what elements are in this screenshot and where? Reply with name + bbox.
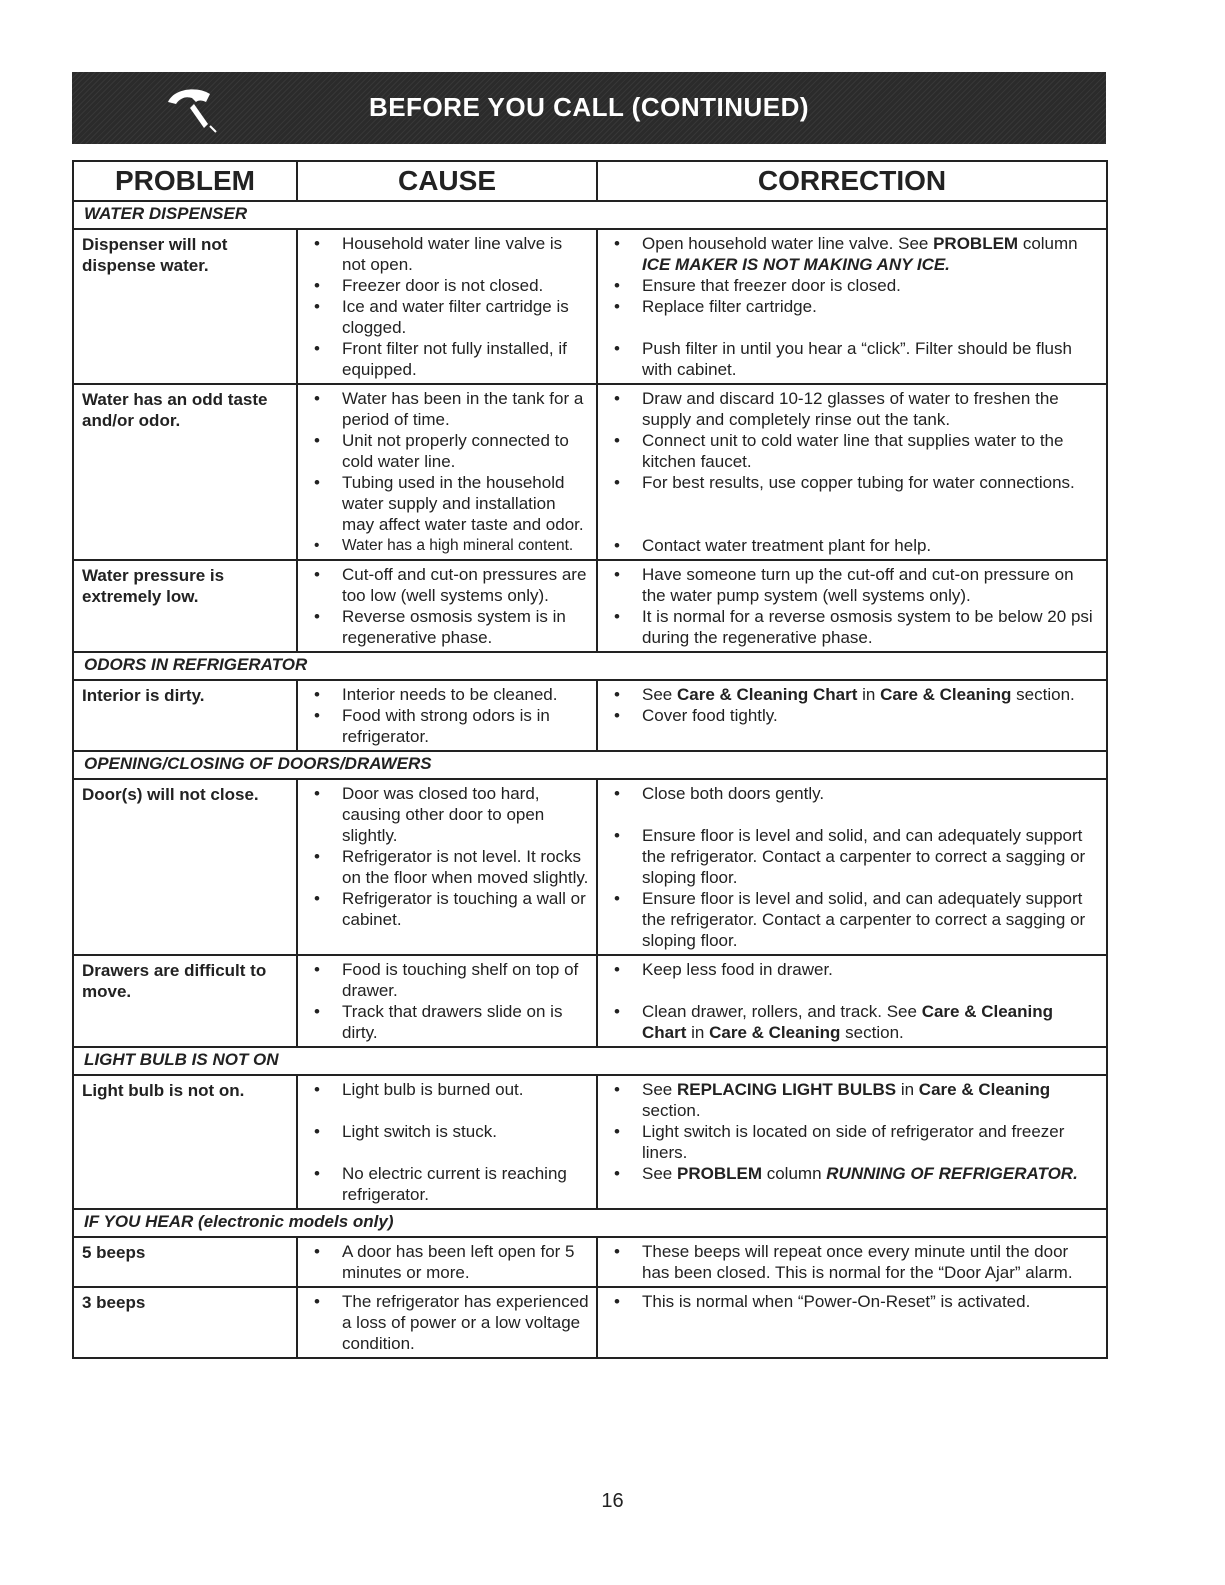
problem-cell: 3 beeps	[73, 1287, 297, 1358]
cause-text: Refrigerator is not level. It rocks on the floor when moved slightly.	[342, 847, 589, 887]
correction-bold: PROBLEM	[933, 234, 1019, 253]
correction-text: column	[766, 1164, 822, 1183]
bullet: •	[314, 431, 320, 450]
cause-text: Food is touching shelf on top of drawer.	[342, 960, 579, 1000]
bullet: •	[314, 339, 320, 358]
cause-cell	[297, 1287, 597, 1358]
cause-item	[306, 1001, 590, 1043]
correction-text: Cover food tightly.	[642, 706, 778, 725]
correction-item	[606, 1163, 1100, 1184]
bullet: •	[614, 1242, 620, 1261]
correction-text: Light switch is located on side of refrigerator and freezer liners.	[642, 1122, 1065, 1162]
cause-text: Door was closed too hard, causing other door to open slightly.	[342, 784, 545, 845]
bullet: •	[314, 1080, 320, 1099]
correction-header: CORRECTION	[597, 161, 1107, 201]
bullet: •	[314, 297, 320, 316]
table-row	[73, 1287, 1107, 1358]
correction-item	[606, 783, 1100, 804]
bullet: •	[614, 431, 620, 450]
bullet: •	[614, 297, 620, 316]
section-doors: OPENING/CLOSING OF DOORS/DRAWERS	[73, 751, 1107, 779]
correction-item	[606, 705, 1100, 726]
cause-text: Reverse osmosis system is in regenerative phase.	[342, 607, 566, 647]
correction-text: Ensure floor is level and solid, and can adequately support the refrigerator. Contact a carpenter to correct a sagging or sloping floor.	[642, 889, 1086, 950]
correction-bold: REPLACING LIGHT BULBS	[676, 1080, 897, 1099]
bullet: •	[314, 1002, 320, 1021]
correction-item	[606, 684, 1100, 705]
correction-text: See	[642, 1164, 673, 1183]
cause-cell	[297, 1237, 597, 1287]
correction-cell	[597, 779, 1107, 955]
correction-item	[606, 825, 1100, 888]
bullet: •	[614, 339, 620, 358]
bullet: •	[614, 1122, 620, 1141]
bullet: •	[614, 1002, 620, 1021]
cause-text: Freezer door is not closed.	[342, 276, 544, 295]
bullet: •	[614, 1164, 620, 1183]
problem-cell: 5 beeps	[73, 1237, 297, 1287]
bullet: •	[314, 276, 320, 295]
cause-cell	[297, 560, 597, 652]
correction-cell	[597, 1075, 1107, 1209]
correction-bold: Care & Cleaning Chart	[676, 685, 858, 704]
bullet: •	[614, 826, 620, 845]
table-row	[73, 384, 1107, 560]
correction-text: See	[642, 1080, 673, 1099]
bullet: •	[314, 784, 320, 803]
cause-item	[306, 1291, 590, 1354]
correction-text: See	[642, 685, 673, 704]
cause-item	[306, 959, 590, 1001]
section-row	[73, 751, 1107, 779]
correction-item	[606, 233, 1100, 275]
cause-item	[306, 606, 590, 648]
cause-text: A door has been left open for 5 minutes or more.	[342, 1242, 575, 1282]
problem-cell: Light bulb is not on.	[73, 1075, 297, 1209]
cause-text: Light switch is stuck.	[342, 1122, 497, 1141]
problem-cell: Door(s) will not close.	[73, 779, 297, 955]
cause-text: The refrigerator has experienced a loss of power or a low voltage condition.	[342, 1292, 589, 1353]
correction-item	[606, 388, 1100, 430]
troubleshooting-table	[72, 160, 1108, 1359]
correction-text: in	[862, 685, 876, 704]
cause-text: No electric current is reaching refrigerator.	[342, 1164, 567, 1204]
cause-item	[306, 888, 590, 930]
correction-text: Ensure floor is level and solid, and can adequately support the refrigerator. Contact a carpenter to correct a sagging or sloping floor.	[642, 826, 1086, 887]
section-odors: ODORS IN REFRIGERATOR	[73, 652, 1107, 680]
cause-item	[306, 535, 590, 556]
correction-text: Open household water line valve. See	[642, 234, 929, 253]
bullet: •	[614, 536, 620, 555]
cause-item	[306, 296, 590, 338]
cause-item	[306, 233, 590, 275]
correction-text: Close both doors gently.	[642, 784, 825, 803]
cause-text: Light bulb is burned out.	[342, 1080, 524, 1099]
bullet: •	[314, 234, 320, 253]
correction-item	[606, 1079, 1100, 1121]
correction-item	[606, 606, 1100, 648]
cause-cell	[297, 680, 597, 751]
bullet: •	[314, 1242, 320, 1261]
correction-cell	[597, 384, 1107, 560]
table-row	[73, 1075, 1107, 1209]
correction-bold: Care & Cleaning	[880, 685, 1012, 704]
section-row	[73, 1209, 1107, 1237]
cause-item	[306, 705, 590, 747]
correction-text: For best results, use copper tubing for water connections.	[642, 473, 1075, 492]
bullet: •	[314, 1164, 320, 1183]
bullet: •	[614, 473, 620, 492]
problem-cell: Drawers are difficult to move.	[73, 955, 297, 1047]
correction-cell	[597, 1287, 1107, 1358]
correction-cell	[597, 560, 1107, 652]
cause-item	[306, 846, 590, 888]
correction-item	[606, 959, 1100, 980]
correction-text: section.	[1016, 685, 1075, 704]
correction-item	[606, 535, 1100, 556]
banner-title: BEFORE YOU CALL (CONTINUED)	[368, 92, 810, 122]
bullet: •	[614, 685, 620, 704]
correction-cell	[597, 680, 1107, 751]
correction-text: These beeps will repeat once every minute until the door has been closed. This is normal for the “Door Ajar” alarm.	[642, 1242, 1073, 1282]
page-banner	[72, 72, 1106, 144]
problem-header: PROBLEM	[73, 161, 297, 201]
bullet: •	[314, 889, 320, 908]
cause-text: Tubing used in the household water supply and installation may affect water taste and odor.	[342, 473, 584, 534]
bullet: •	[614, 607, 620, 626]
correction-text: section.	[845, 1023, 904, 1042]
correction-item	[606, 275, 1100, 296]
cause-text: Ice and water filter cartridge is clogged.	[342, 297, 569, 337]
bullet: •	[614, 889, 620, 908]
bullet: •	[314, 685, 320, 704]
correction-item	[606, 338, 1100, 380]
bullet: •	[314, 565, 320, 584]
correction-reference: ICE MAKER IS NOT MAKING ANY ICE.	[642, 255, 950, 274]
cause-text: Front filter not fully installed, if equipped.	[342, 339, 567, 379]
correction-text: Ensure that freezer door is closed.	[642, 276, 901, 295]
correction-text: Clean drawer, rollers, and track. See	[642, 1002, 917, 1021]
cause-item	[306, 564, 590, 606]
correction-item	[606, 296, 1100, 317]
table-row	[73, 1237, 1107, 1287]
problem-cell: Water has an odd taste and/or odor.	[73, 384, 297, 560]
correction-bold: Care & Cleaning Chart	[642, 1002, 1054, 1042]
bullet: •	[314, 537, 320, 554]
section-row	[73, 652, 1107, 680]
correction-text: Replace filter cartridge.	[642, 297, 817, 316]
section-row	[73, 201, 1107, 229]
section-hear: IF YOU HEAR (electronic models only)	[73, 1209, 1107, 1237]
bullet: •	[614, 389, 620, 408]
correction-item	[606, 1241, 1100, 1283]
cause-cell	[297, 229, 597, 384]
cause-text: Water has a high mineral content.	[342, 537, 574, 554]
cause-cell	[297, 779, 597, 955]
cause-item	[306, 1121, 590, 1142]
cause-item	[306, 1163, 590, 1205]
bullet: •	[314, 1292, 320, 1311]
bullet: •	[614, 276, 620, 295]
correction-item	[606, 564, 1100, 606]
correction-cell	[597, 229, 1107, 384]
correction-item	[606, 430, 1100, 472]
correction-item	[606, 888, 1100, 951]
correction-bold: PROBLEM	[676, 1164, 762, 1183]
cause-text: Cut-off and cut-on pressures are too low (well systems only).	[342, 565, 587, 605]
bullet: •	[314, 607, 320, 626]
table-row	[73, 680, 1107, 751]
correction-cell	[597, 955, 1107, 1047]
cause-item	[306, 1241, 590, 1283]
correction-text: Keep less food in drawer.	[642, 960, 833, 979]
cause-item	[306, 1079, 590, 1100]
correction-text: in	[900, 1080, 915, 1099]
correction-text: Push filter in until you hear a “click”. Filter should be flush with cabinet.	[642, 339, 1072, 379]
cause-item	[306, 338, 590, 380]
table-header-row	[73, 161, 1107, 201]
section-row	[73, 1047, 1107, 1075]
correction-reference: RUNNING OF REFRIGERATOR.	[826, 1164, 1078, 1183]
correction-item	[606, 1001, 1100, 1043]
correction-item	[606, 1121, 1100, 1163]
correction-text: Contact water treatment plant for help.	[642, 536, 932, 555]
correction-text: in	[691, 1023, 705, 1042]
cause-text: Household water line valve is not open.	[342, 234, 563, 274]
problem-cell: Interior is dirty.	[73, 680, 297, 751]
bullet: •	[614, 784, 620, 803]
problem-cell: Water pressure is extremely low.	[73, 560, 297, 652]
correction-text: Have someone turn up the cut-off and cut-on pressure on the water pump system (well systems only).	[642, 565, 1074, 605]
section-water-dispenser: WATER DISPENSER	[73, 201, 1107, 229]
correction-bold: Care & Cleaning	[918, 1080, 1051, 1099]
bullet: •	[314, 847, 320, 866]
cause-cell	[297, 955, 597, 1047]
cause-item	[306, 783, 590, 846]
cause-text: Water has been in the tank for a period of time.	[342, 389, 584, 429]
table-row	[73, 229, 1107, 384]
cause-text: Unit not properly connected to cold water line.	[342, 431, 569, 471]
correction-cell	[597, 1237, 1107, 1287]
bullet: •	[314, 473, 320, 492]
correction-text: column	[1022, 234, 1078, 253]
cause-cell	[297, 384, 597, 560]
bullet: •	[314, 706, 320, 725]
cause-header: CAUSE	[297, 161, 597, 201]
problem-cell: Dispenser will not dispense water.	[73, 229, 297, 384]
cause-text: Refrigerator is touching a wall or cabinet.	[342, 889, 586, 929]
correction-text: section.	[642, 1101, 701, 1120]
cause-item	[306, 388, 590, 430]
cause-text: Track that drawers slide on is dirty.	[342, 1002, 563, 1042]
cause-item	[306, 430, 590, 472]
cause-item	[306, 684, 590, 705]
bullet: •	[614, 565, 620, 584]
bullet: •	[614, 706, 620, 725]
correction-item	[606, 1291, 1100, 1312]
table-row	[73, 560, 1107, 652]
correction-item	[606, 472, 1100, 493]
cause-text: Interior needs to be cleaned.	[342, 685, 558, 704]
correction-text: This is normal when “Power-On-Reset” is activated.	[642, 1292, 1031, 1311]
cause-item	[306, 275, 590, 296]
cause-item	[306, 472, 590, 535]
section-light: LIGHT BULB IS NOT ON	[73, 1047, 1107, 1075]
bullet: •	[314, 389, 320, 408]
bullet: •	[614, 1292, 620, 1311]
correction-text: It is normal for a reverse osmosis system to be below 20 psi during the regenerative phase.	[642, 607, 1093, 647]
bullet: •	[614, 1080, 620, 1099]
bullet: •	[314, 1122, 320, 1141]
table-row	[73, 955, 1107, 1047]
bullet: •	[614, 960, 620, 979]
cause-cell	[297, 1075, 597, 1209]
table-row	[73, 779, 1107, 955]
correction-text: Connect unit to cold water line that supplies water to the kitchen faucet.	[642, 431, 1064, 471]
cause-text: Food with strong odors is in refrigerator.	[342, 706, 550, 746]
page-number: 16	[601, 1490, 624, 1512]
bullet: •	[314, 960, 320, 979]
correction-bold: Care & Cleaning	[709, 1023, 841, 1042]
bullet: •	[614, 234, 620, 253]
correction-text: Draw and discard 10-12 glasses of water to freshen the supply and completely rinse out the tank.	[642, 389, 1059, 429]
